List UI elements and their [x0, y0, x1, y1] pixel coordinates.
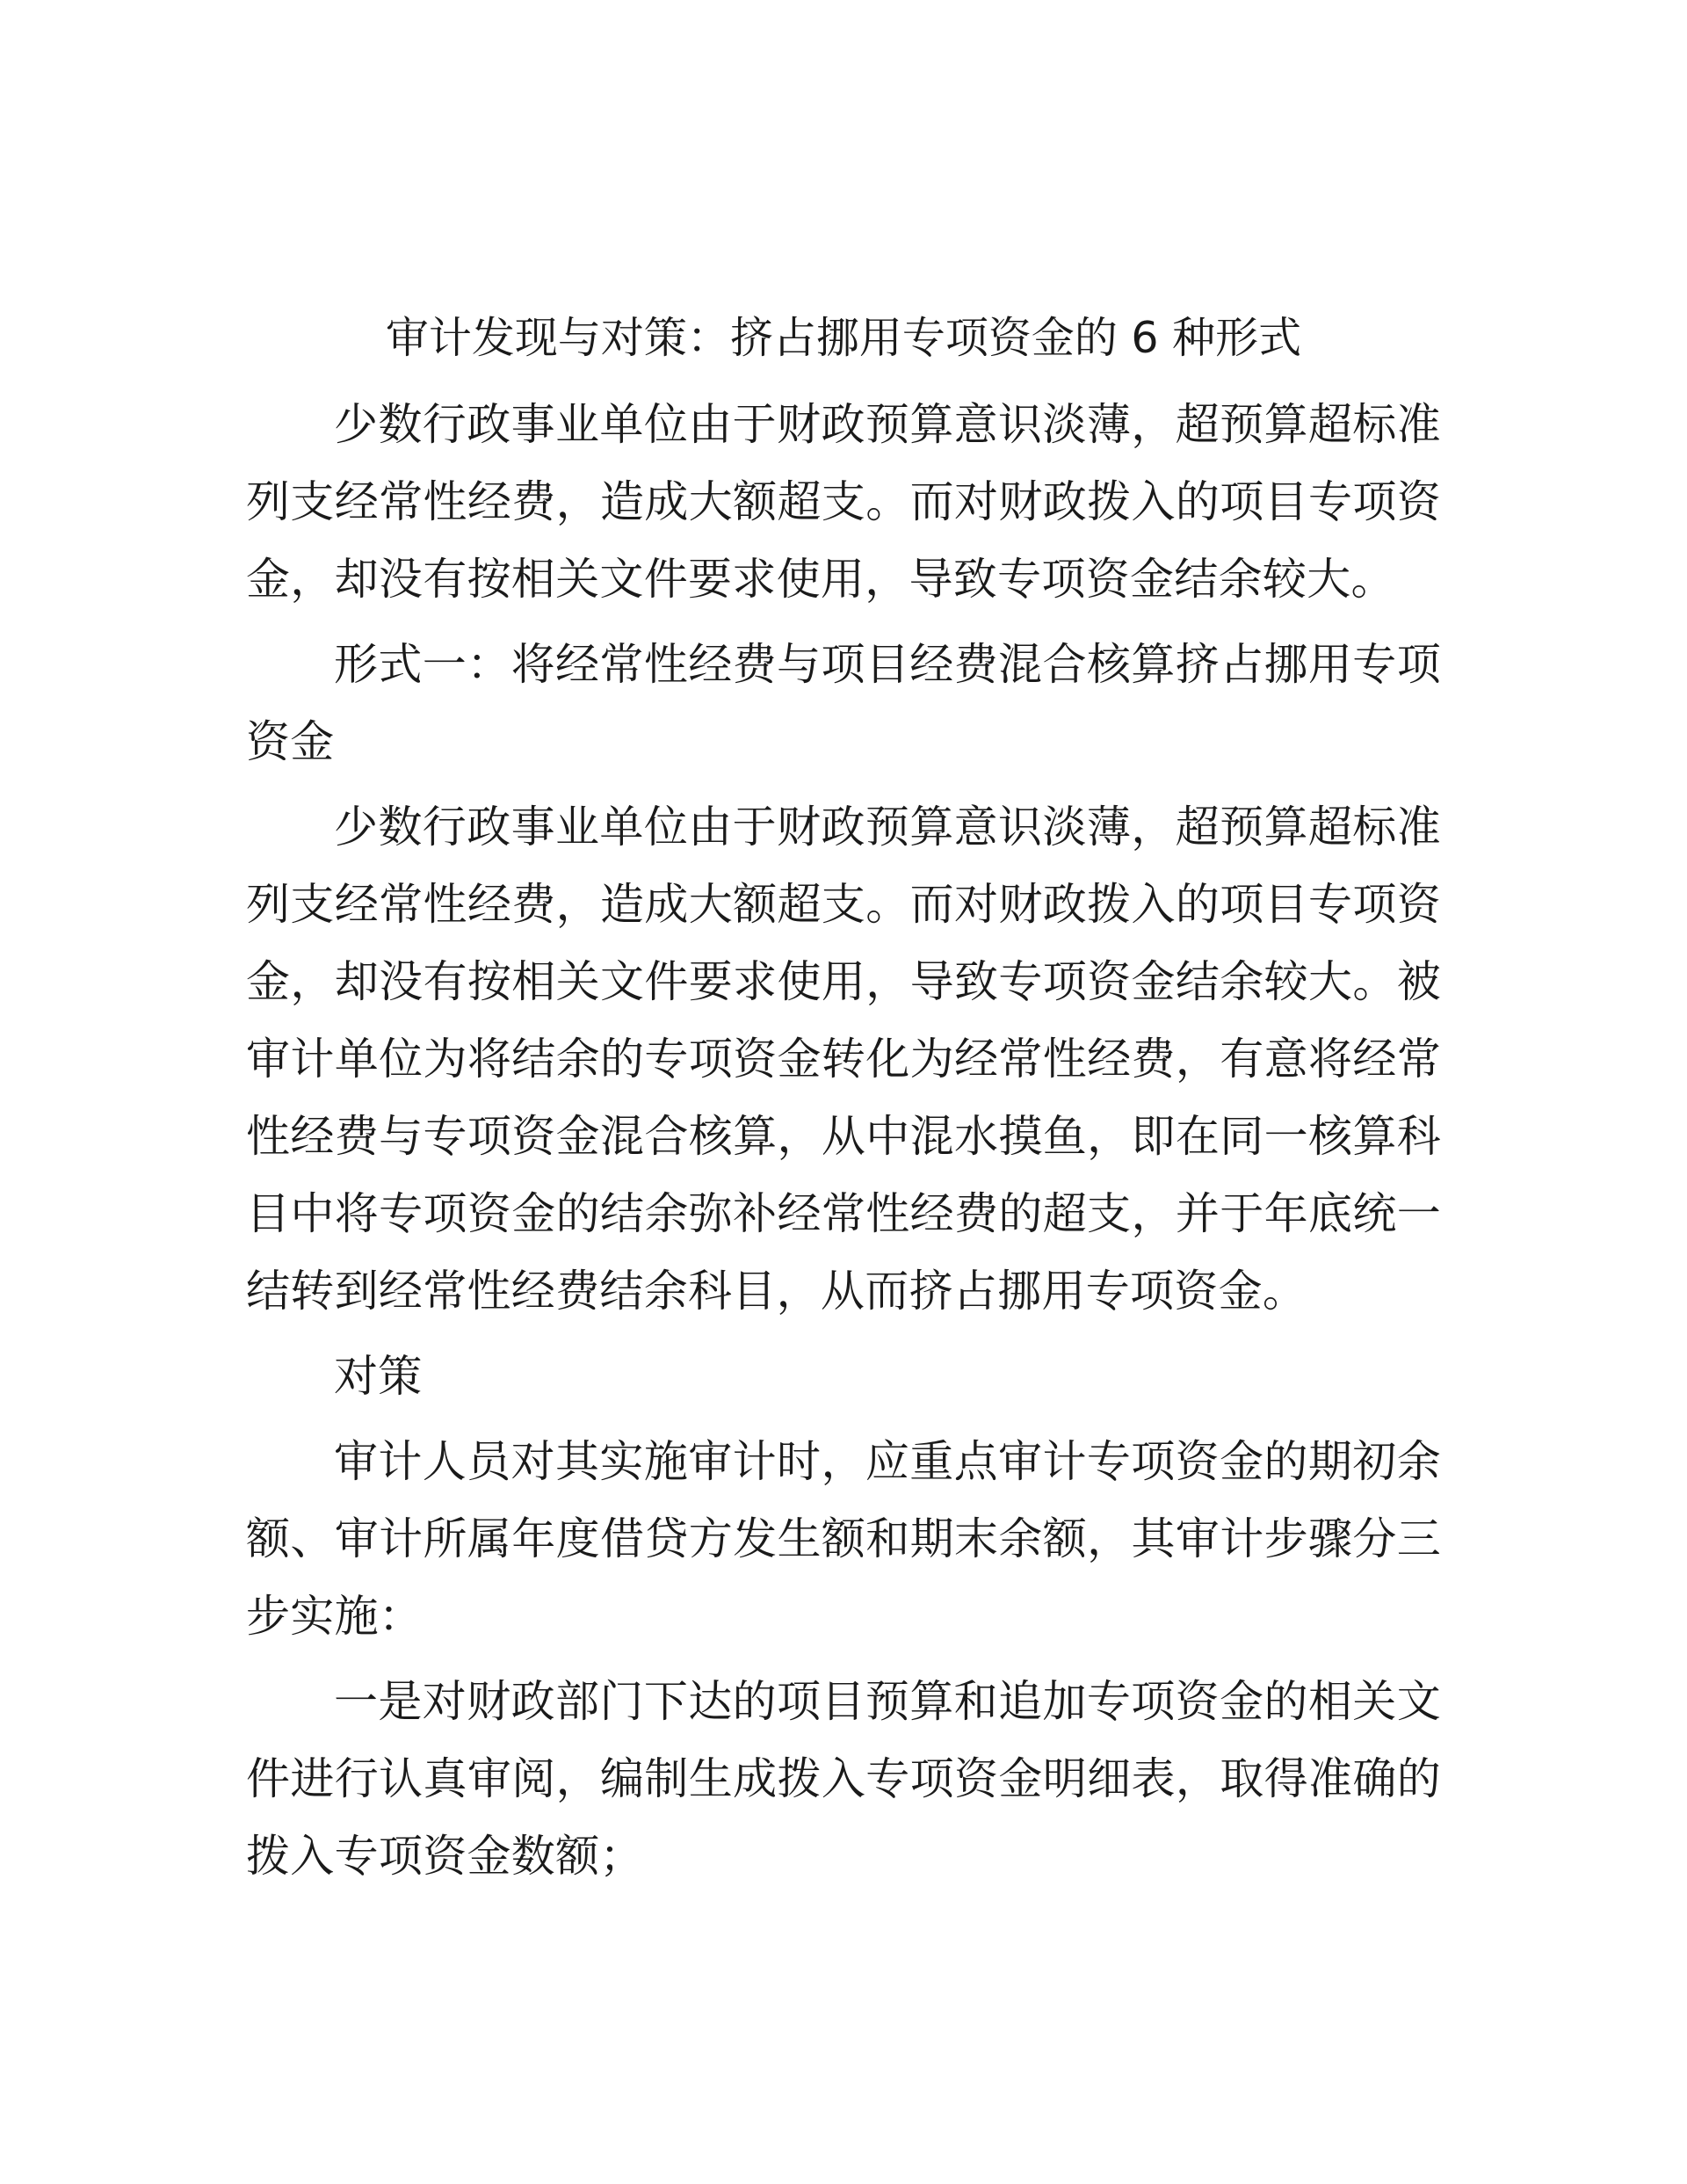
paragraph-intro: 少数行政事业单位由于财政预算意识淡薄，超预算超标准列支经常性经费，造成大额超支。而对财政拨入的项目专项资金，却没有按相关文件要求使用，导致专项资金结余较大。 [246, 399, 1441, 605]
paragraph-step-one: 一是对财政部门下达的项目预算和追加专项资金的相关文件进行认真审阅，编制生成拨入专项资金明细表，取得准确的拨入专项资金数额； [246, 1676, 1441, 1882]
document-title: 审计发现与对策：挤占挪用专项资金的 6 种形式 [385, 313, 1302, 363]
paragraph-form-one-body: 少数行政事业单位由于财政预算意识淡薄，超预算超标准列支经常性经费，造成大额超支。而对财政拨入的项目专项资金，却没有按相关文件要求使用，导致专项资金结余较大。被审计单位为将结余的专项资金转化为经常性经费，有意将经常性经费与专项资金混合核算，从中混水摸鱼，即在同一核算科目中将专项资金的结余弥补经常性经费的超支，并于年底统一结转到经常性经费结余科目，从而挤占挪用专项资金。 [246, 802, 1441, 1317]
paragraph-form-one-heading: 形式一：将经常性经费与项目经费混合核算挤占挪用专项资金 [246, 639, 1441, 767]
paragraph-countermeasure-heading: 对策 [334, 1351, 423, 1402]
document-page [246, 299, 1441, 1895]
paragraph-countermeasure-body: 审计人员对其实施审计时，应重点审计专项资金的期初余额、审计所属年度借贷方发生额和期末余额，其审计步骤分三步实施： [246, 1436, 1441, 1642]
